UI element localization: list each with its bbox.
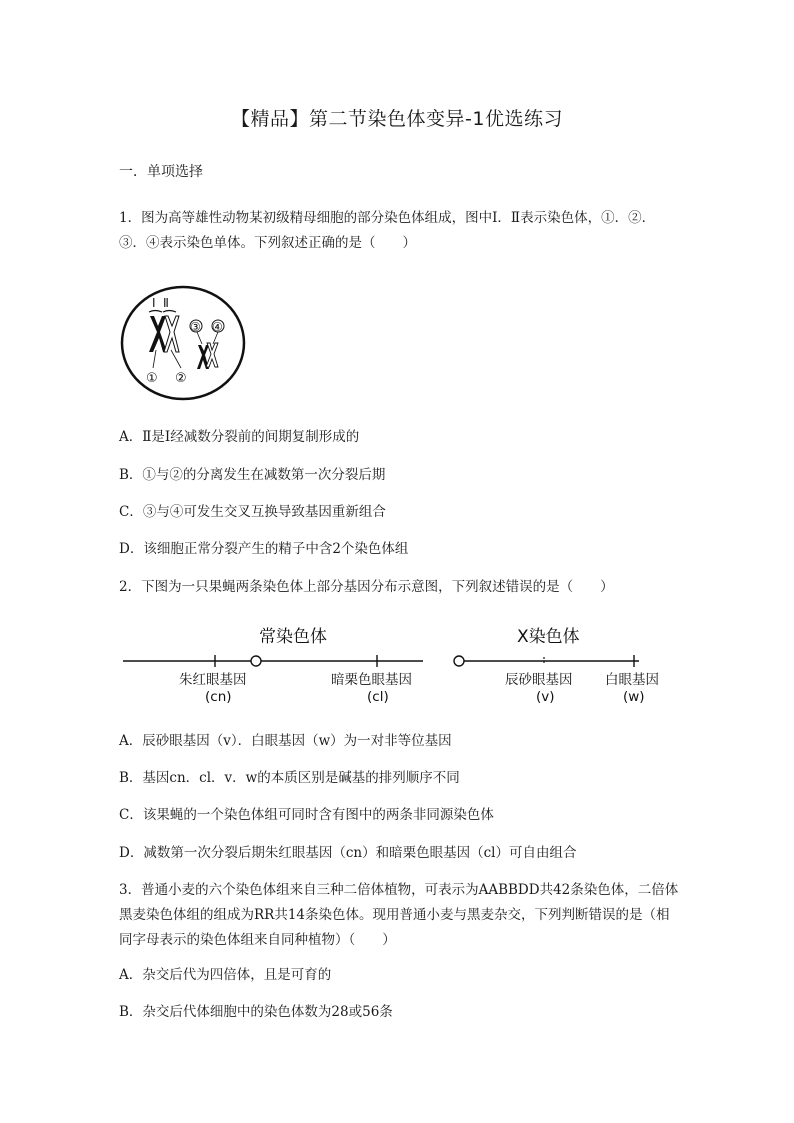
fruit-fly-gene-map [119, 620, 679, 710]
question-2-option-b: B．基因cn．cl．v．w的本质区别是碱基的排列顺序不同 [119, 770, 460, 786]
question-1-stem: 1．图为高等雄性动物某初级精母细胞的部分染色体组成，图中Ⅰ．Ⅱ表示染色体，①．②．③．④表示染色单体。下列叙述正确的是（ ） [119, 210, 656, 251]
question-1-option-d: D．该细胞正常分裂产生的精子中含2个染色体组 [119, 541, 409, 557]
chromosome-I-shape [149, 316, 167, 352]
marker-1: ① [146, 371, 158, 386]
gene-w-label: 白眼基因 [605, 672, 659, 688]
cell-chromosome-figure [119, 284, 251, 408]
question-1-option-b: B．①与②的分离发生在减数第一次分裂后期 [119, 467, 386, 483]
marker-2: ② [175, 371, 187, 386]
gene-v-label: 辰砂眼基因 [505, 672, 573, 688]
section-heading: 一．单项选择 [119, 164, 203, 180]
bracket-chromosome-II [163, 311, 176, 313]
gene-cn-label: 朱红眼基因 [179, 672, 247, 688]
question-2-stem: 2．下图为一只果蝇两条染色体上部分基因分布示意图，下列叙述错误的是（ ） [119, 579, 614, 595]
label-chromosome-I: Ⅰ [152, 296, 156, 310]
question-1-option-c: C．③与④可发生交叉互换导致基因重新组合 [119, 504, 386, 520]
gene-cn-symbol: (cn) [205, 689, 232, 705]
chromosome-II-shape [164, 316, 179, 352]
question-1-option-a: A．Ⅱ是Ⅰ经减数分裂前的间期复制形成的 [119, 429, 360, 445]
question-3-option-a: A．杂交后代为四倍体，且是可育的 [119, 967, 332, 983]
x-centromere [454, 656, 464, 666]
autosome-centromere [251, 656, 261, 666]
marker-4: ④ [212, 320, 223, 334]
gene-cl-symbol: (cl) [367, 689, 389, 705]
question-2-option-c: C．该果蝇的一个染色体组可同时含有图中的两条非同源染色体 [119, 807, 494, 823]
question-2-option-d: D．减数第一次分裂后期朱红眼基因（cn）和暗栗色眼基因（cl）可自由组合 [119, 845, 577, 861]
bracket-chromosome-I [149, 311, 162, 313]
gene-cl-label: 暗栗色眼基因 [331, 672, 412, 688]
page-title: 【精品】第二节染色体变异-1优选练习 [231, 108, 563, 130]
gene-v-symbol: (v) [536, 689, 555, 705]
question-3-stem: 3．普通小麦的六个染色体组来自三种二倍体植物，可表示为AABBDD共42条染色体，二倍体黑麦染色体组的组成为RR共14条染色体。现用普通小麦与黑麦杂交，下列判断错误的是（相同字母表示的染色体组来自同种植物）（ ） [119, 882, 679, 948]
question-3-option-b: B．杂交后代体细胞中的染色体数为28或56条 [119, 1004, 393, 1020]
marker-3: ③ [190, 320, 201, 334]
question-2-option-a: A．辰砂眼基因（v）．白眼基因（w）为一对非等位基因 [119, 733, 452, 749]
label-chromosome-II: Ⅱ [163, 296, 169, 310]
gene-w-symbol: (w) [623, 689, 645, 705]
autosome-title: 常染色体 [259, 627, 327, 647]
x-chromosome-title: X染色体 [517, 627, 580, 647]
